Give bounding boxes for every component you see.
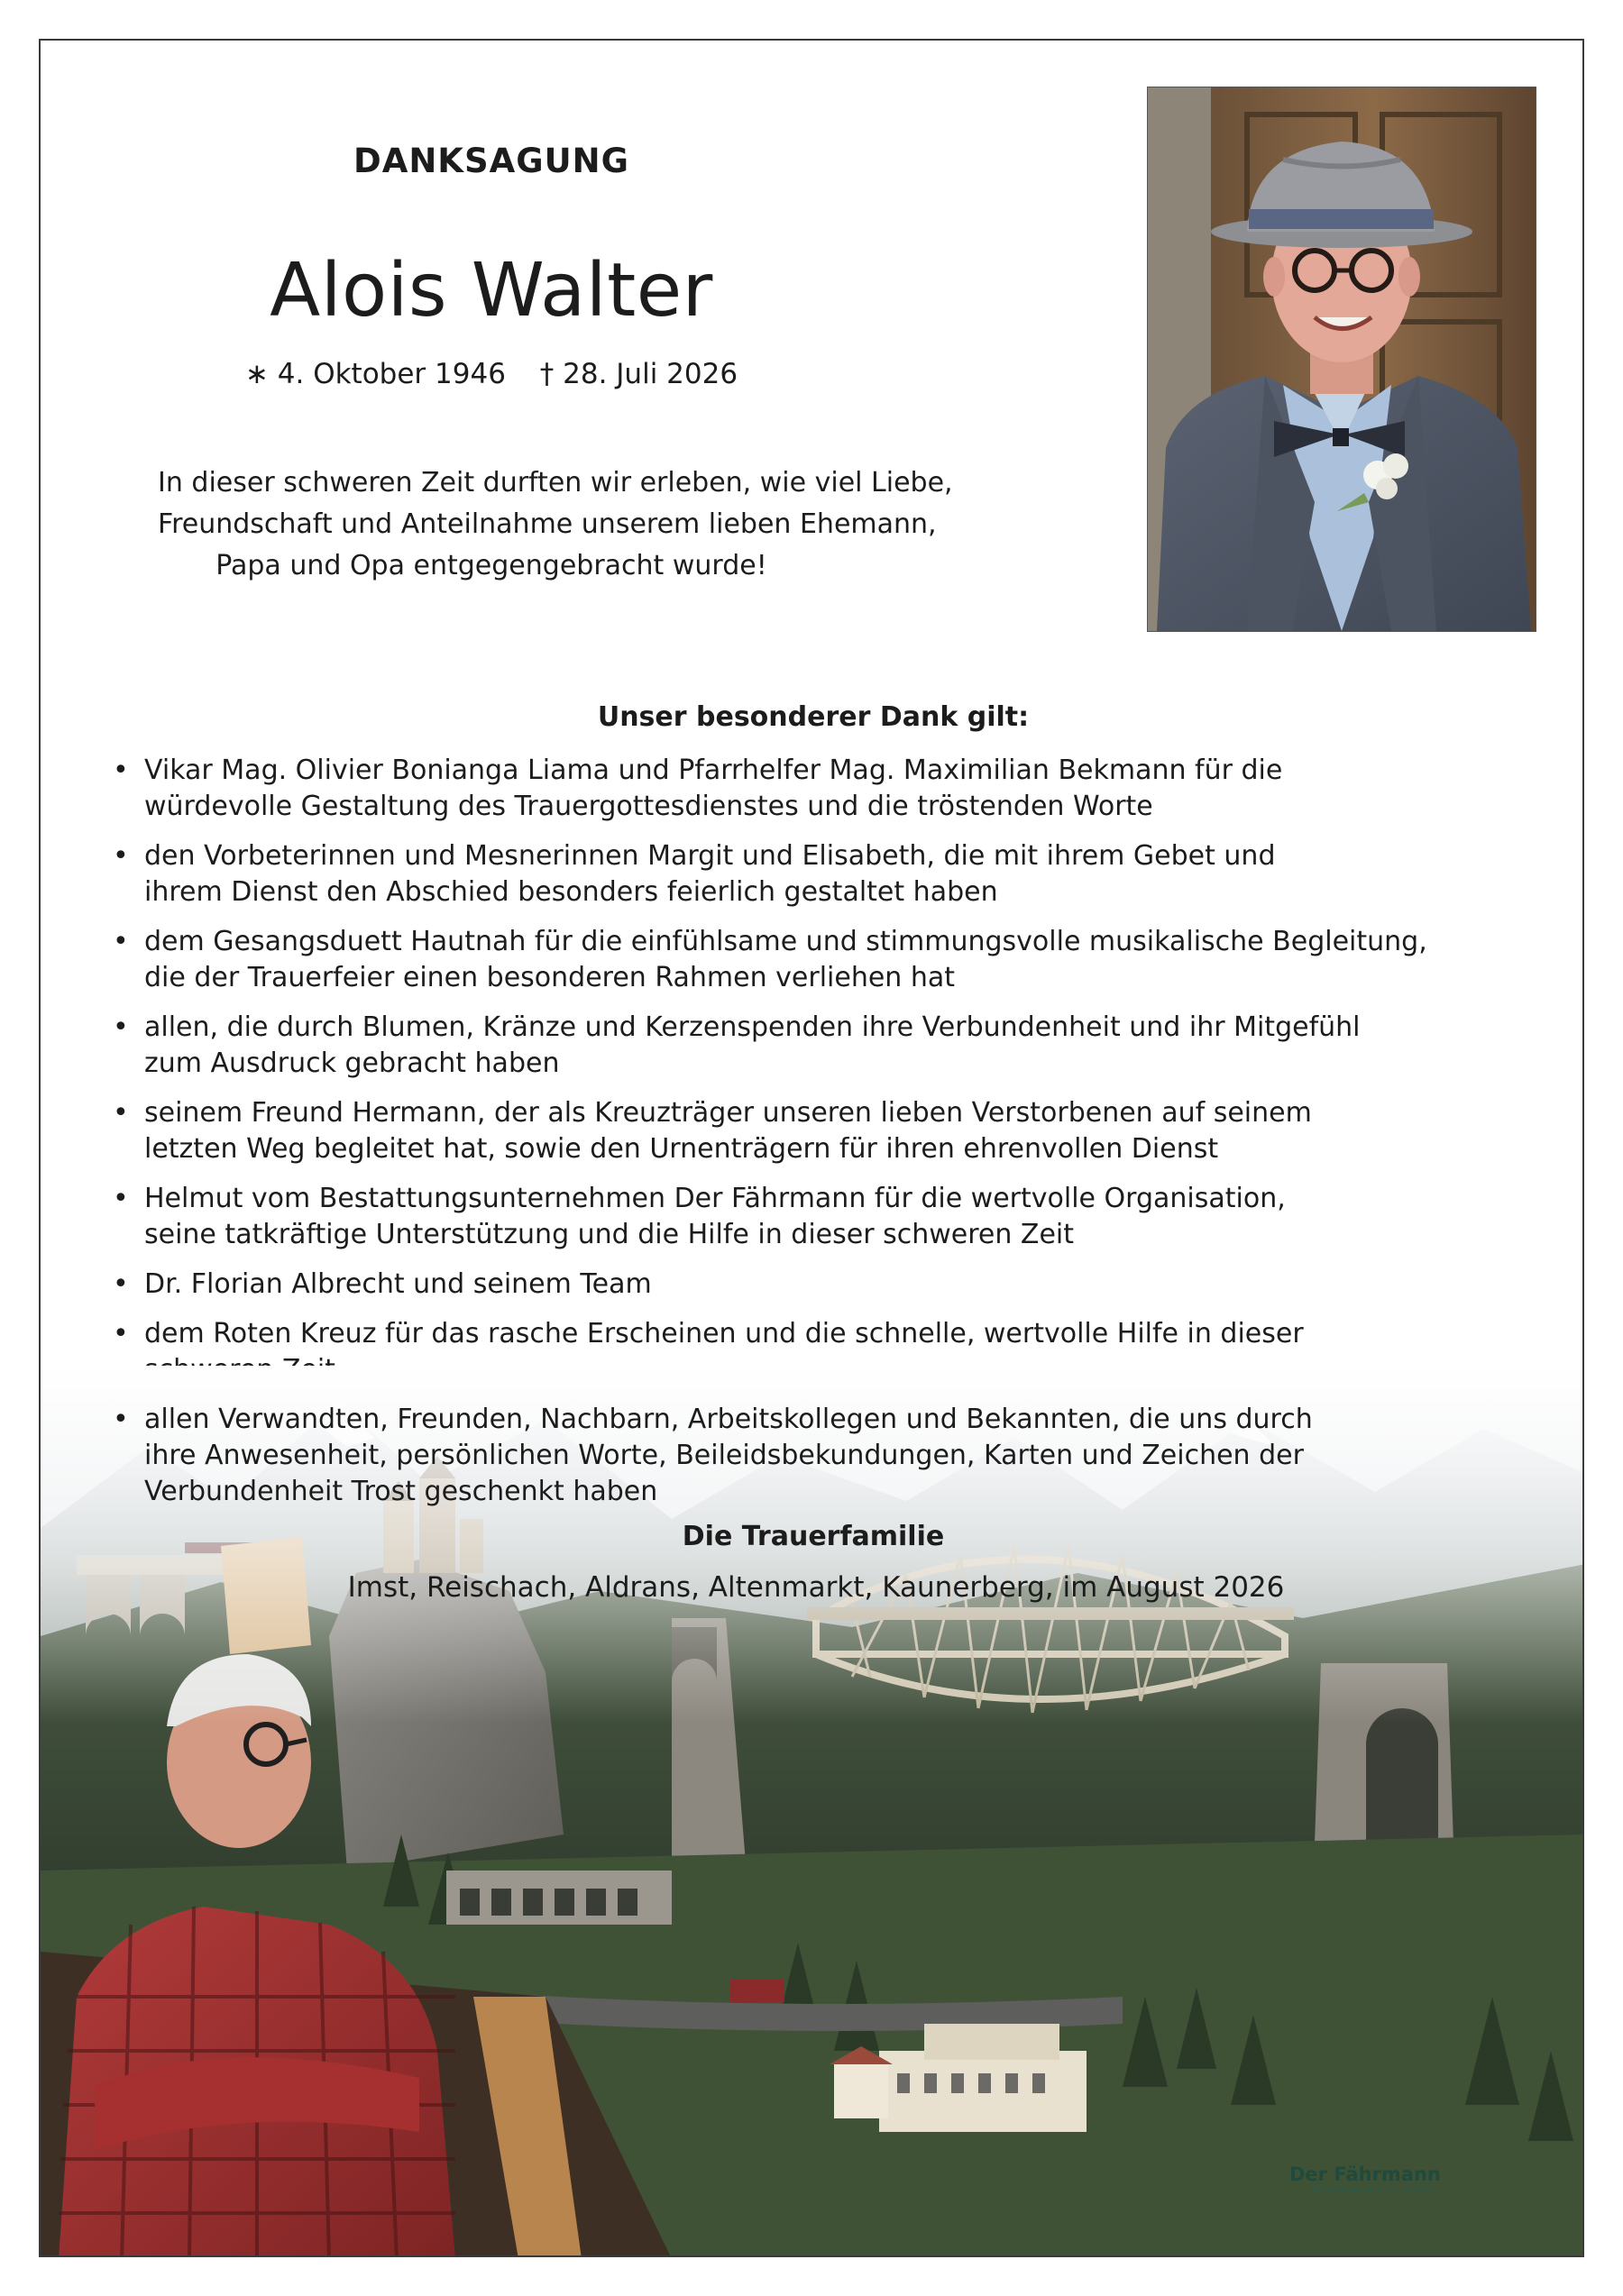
list-item-line: würdevolle Gestaltung des Trauergottesdienstes und die tröstenden Worte (144, 791, 1153, 822)
list-item-line: letzten Weg begleitet hat, sowie den Urnenträgern für ihren ehrenvollen Dienst (144, 1133, 1219, 1165)
list-item-line: • den Vorbeterinnen und Mesnerinnen Margit und Elisabeth, die mit ihrem Gebet und (144, 840, 1276, 872)
list-item-line: • Dr. Florian Albrecht und seinem Team (144, 1268, 652, 1300)
intro-line: Papa und Opa entgegengebracht wurde! (215, 550, 767, 581)
funeral-home-logo: Der Fährmann (1289, 2163, 1441, 2185)
deceased-name: Alois Walter (270, 248, 713, 334)
list-item-line: • allen Verwandten, Freunden, Nachbarn, Arbeitskollegen und Bekannten, die uns durch (144, 1404, 1313, 1435)
intro-text (158, 462, 953, 587)
intro-line: In dieser schweren Zeit durften wir erleben, wie viel Liebe, (158, 467, 953, 499)
list-item-line: • dem Roten Kreuz für das rasche Erscheinen und die schnelle, wertvolle Hilfe in dieser (144, 1318, 1304, 1349)
list-item-line: zum Ausdruck gebracht haben (144, 1047, 560, 1079)
place-date: Imst, Reischach, Aldrans, Altenmarkt, Kaunerberg, im August 2026 (347, 1571, 1285, 1604)
intro-line: Freundschaft und Anteilnahme unserem lieben Ehemann, (158, 508, 937, 540)
list-item-line: • seinem Freund Hermann, der als Kreuzträger unseren lieben Verstorbenen auf seinem (144, 1097, 1312, 1129)
thanks-heading: Unser besonderer Dank gilt: (597, 701, 1030, 733)
list-item-line: • Vikar Mag. Olivier Bonianga Liama und Pfarrhelfer Mag. Maximilian Bekmann für die (144, 755, 1283, 786)
list-item-line: • allen, die durch Blumen, Kränze und Kerzenspenden ihre Verbundenheit und ihr Mitgefühl (144, 1011, 1361, 1043)
life-dates (41, 358, 942, 390)
list-item-line: ihrem Dienst den Abschied besonders feierlich gestaltet haben (144, 876, 998, 908)
list-item-line: • Helmut vom Bestattungsunternehmen Der Fährmann für die wertvolle Organisation, (144, 1183, 1286, 1214)
list-item (113, 1181, 1555, 1253)
list-item (113, 924, 1555, 996)
funeral-home-logo-subtitle: Bestattung und Trauerhilfe (1312, 2185, 1433, 2195)
list-item (113, 753, 1555, 825)
list-item-line: die der Trauerfeier einen besonderen Rahmen verliehen hat (144, 962, 956, 993)
portrait-photo (1147, 87, 1536, 632)
death-date: † 28. Juli 2026 (539, 358, 738, 390)
heading: DANKSAGUNG (353, 142, 630, 180)
list-item (113, 1267, 1555, 1303)
list-item-line: seine tatkräftige Unterstützung und die Hilfe in dieser schweren Zeit (144, 1219, 1075, 1250)
birth-date: ∗ 4. Oktober 1946 (244, 358, 506, 390)
list-item (113, 1095, 1555, 1167)
thanks-list (113, 753, 1555, 1523)
list-item-line: ihre Anwesenheit, persönlichen Worte, Beileidsbekundungen, Karten und Zeichen der (144, 1440, 1304, 1471)
list-item-line: Verbundenheit Trost geschenkt haben (144, 1476, 658, 1507)
list-item-line: • dem Gesangsduett Hautnah für die einfühlsame und stimmungsvolle musikalische Begleitung, (144, 926, 1427, 957)
list-item (113, 1402, 1555, 1510)
obituary-card (39, 39, 1584, 2257)
family-signature: Die Trauerfamilie (682, 1521, 945, 1552)
list-item (113, 1010, 1555, 1082)
list-item (113, 838, 1555, 910)
